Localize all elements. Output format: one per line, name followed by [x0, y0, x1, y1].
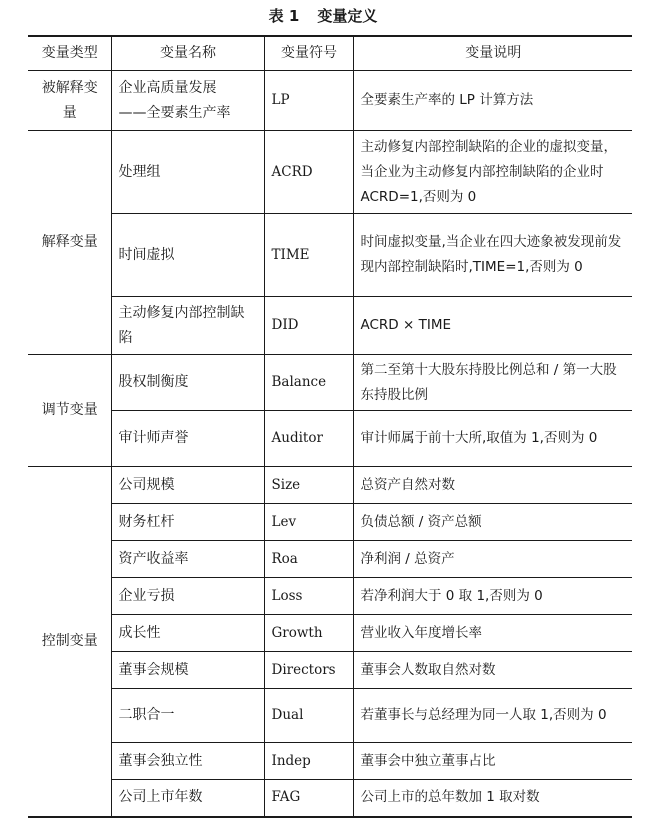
variable-symbol-cell: FAG — [264, 780, 353, 817]
variable-description-cell: 主动修复内部控制缺陷的企业的虚拟变量，当企业为主动修复内部控制缺陷的企业时 ACRD=1,否则为 0 — [353, 131, 632, 214]
variable-name-cell: 公司上市年数 — [111, 780, 264, 817]
table-row — [28, 467, 632, 504]
variable-description-cell: 若董事长与总经理为同一人取 1,否则为 0 — [353, 689, 632, 743]
variable-symbol-cell: Indep — [264, 743, 353, 780]
table-row — [28, 615, 632, 652]
table-row — [28, 131, 632, 214]
table-row — [28, 541, 632, 578]
variable-symbol-cell: Balance — [264, 355, 353, 411]
variable-description-cell: 全要素生产率的 LP 计算方法 — [353, 71, 632, 131]
variable-type-cell: 控制变量 — [28, 467, 111, 817]
variable-symbol-cell: TIME — [264, 214, 353, 297]
header-row — [28, 36, 632, 71]
table-row — [28, 411, 632, 467]
variable-name-cell: 处理组 — [111, 131, 264, 214]
variable-name-cell — [111, 71, 264, 131]
variable-symbol-cell: Loss — [264, 578, 353, 615]
variable-description-cell: 若净利润大于 0 取 1,否则为 0 — [353, 578, 632, 615]
variable-name-cell: 公司规模 — [111, 467, 264, 504]
variable-name-cell: 资产收益率 — [111, 541, 264, 578]
variable-name-cell: 主动修复内部控制缺陷 — [111, 297, 264, 355]
table-row — [28, 214, 632, 297]
variable-symbol-cell: Auditor — [264, 411, 353, 467]
variable-symbol-cell: Growth — [264, 615, 353, 652]
header-variable-symbol: 变量符号 — [264, 36, 353, 71]
table-row — [28, 355, 632, 411]
variable-name-line1: 企业高质量发展 — [118, 79, 217, 96]
variable-description-cell: 第二至第十大股东持股比例总和 / 第一大股东持股比例 — [353, 355, 632, 411]
variable-name-cell: 董事会规模 — [111, 652, 264, 689]
table-number: 表 1 — [268, 6, 300, 25]
variable-name-cell: 董事会独立性 — [111, 743, 264, 780]
variable-symbol-cell: Lev — [264, 504, 353, 541]
variable-symbol-cell: ACRD — [264, 131, 353, 214]
variable-symbol-cell: Roa — [264, 541, 353, 578]
variable-type-cell: 被解释变量 — [28, 71, 111, 131]
variable-description-cell: 审计师属于前十大所,取值为 1,否则为 0 — [353, 411, 632, 467]
variable-type-cell: 调节变量 — [28, 355, 111, 467]
variable-description-cell: 负债总额 / 资产总额 — [353, 504, 632, 541]
variable-name-cell: 股权制衡度 — [111, 355, 264, 411]
table-row — [28, 297, 632, 355]
variable-description-cell: 净利润 / 总资产 — [353, 541, 632, 578]
table-row — [28, 504, 632, 541]
variable-definition-table — [28, 35, 632, 818]
table-row — [28, 780, 632, 817]
table-row — [28, 689, 632, 743]
variable-symbol-cell: Size — [264, 467, 353, 504]
variable-description-cell: ACRD × TIME — [353, 297, 632, 355]
table-row — [28, 578, 632, 615]
variable-symbol-cell: LP — [264, 71, 353, 131]
variable-name-cell: 时间虚拟 — [111, 214, 264, 297]
variable-name-cell: 二职合一 — [111, 689, 264, 743]
header-variable-type: 变量类型 — [28, 36, 111, 71]
variable-description-cell: 总资产自然对数 — [353, 467, 632, 504]
table-row — [28, 743, 632, 780]
variable-name-cell: 财务杠杆 — [111, 504, 264, 541]
variable-symbol-cell: Directors — [264, 652, 353, 689]
variable-description-cell: 时间虚拟变量,当企业在四大迹象被发现前发现内部控制缺陷时,TIME=1,否则为 0 — [353, 214, 632, 297]
variable-description-cell: 董事会中独立董事占比 — [353, 743, 632, 780]
variable-name-cell: 审计师声誉 — [111, 411, 264, 467]
variable-description-cell: 公司上市的总年数加 1 取对数 — [353, 780, 632, 817]
variable-name-line2: ——全要素生产率 — [118, 104, 231, 121]
variable-name-cell: 企业亏损 — [111, 578, 264, 615]
variable-description-cell: 董事会人数取自然对数 — [353, 652, 632, 689]
variable-description-cell: 营业收入年度增长率 — [353, 615, 632, 652]
table-caption — [0, 0, 646, 30]
table-title: 变量定义 — [317, 6, 378, 25]
header-variable-name: 变量名称 — [111, 36, 264, 71]
table-row — [28, 71, 632, 131]
table-row — [28, 652, 632, 689]
variable-type-cell: 解释变量 — [28, 131, 111, 355]
header-variable-description: 变量说明 — [353, 36, 632, 71]
variable-symbol-cell: DID — [264, 297, 353, 355]
variable-name-cell: 成长性 — [111, 615, 264, 652]
variable-symbol-cell: Dual — [264, 689, 353, 743]
